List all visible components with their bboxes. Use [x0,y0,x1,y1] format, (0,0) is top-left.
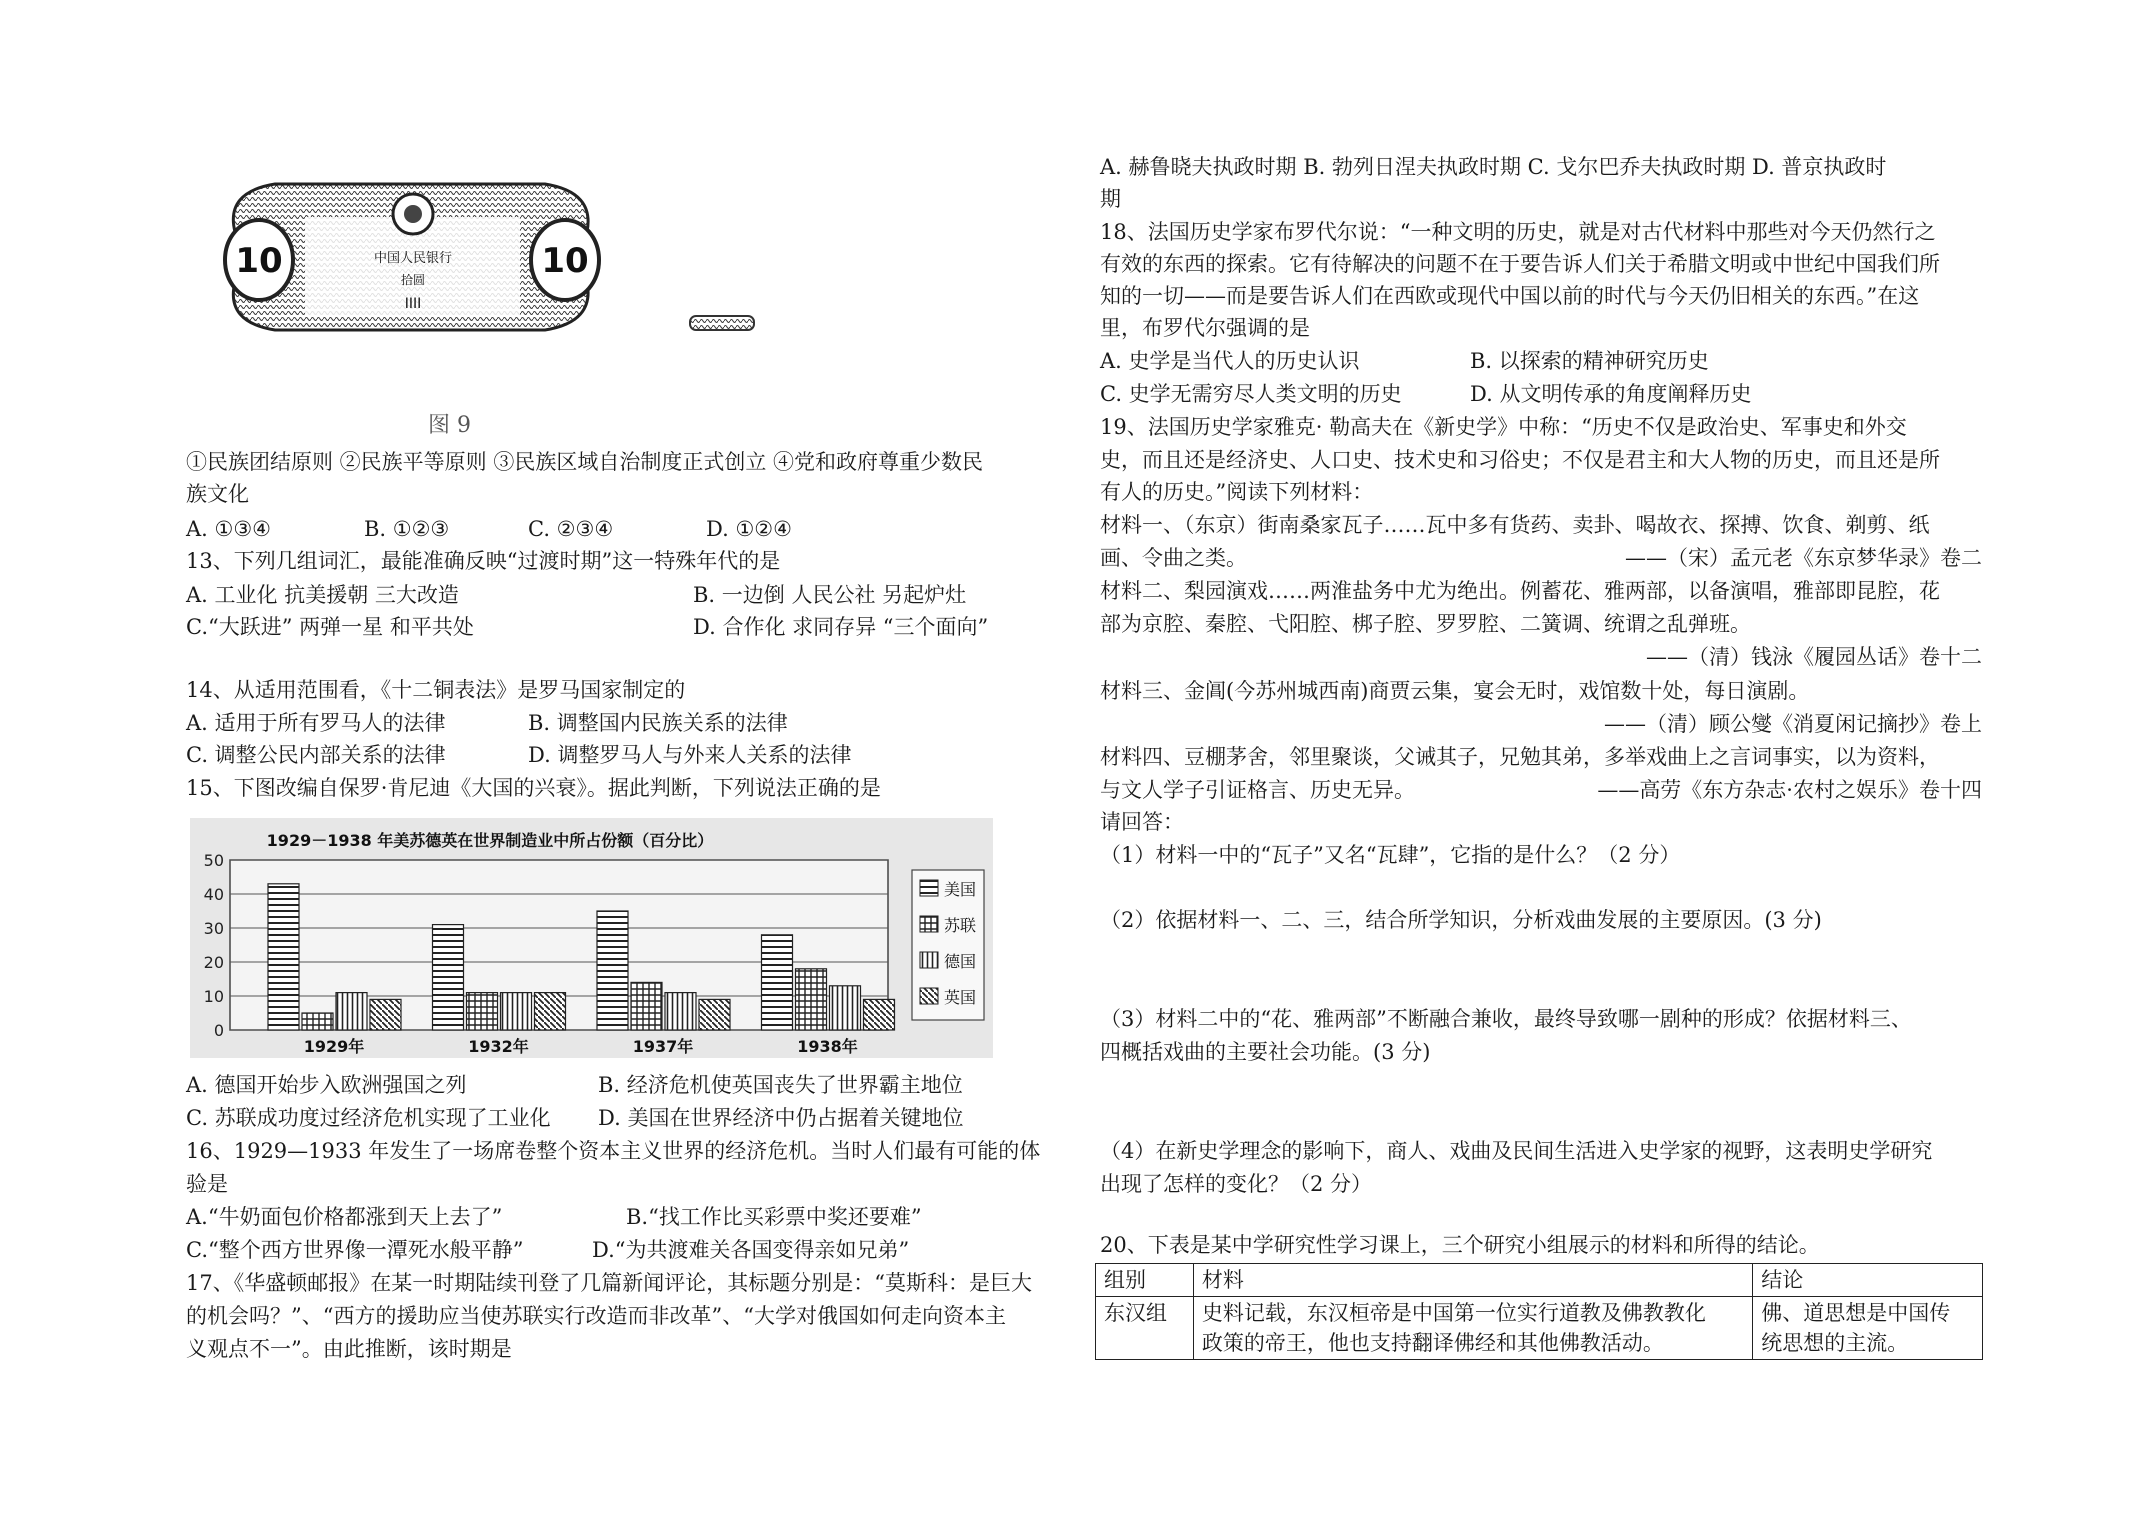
table-header-material: 材料 [1193,1264,1752,1297]
q14-choice-c[interactable]: C. 调整公民内部关系的法律 [186,743,446,767]
bar [597,911,628,1030]
material2-line1: 材料二、梨园演戏……两淮盐务中尤为绝出。例蓄花、雅两部，以备演唱，雅部即昆腔，花 [1100,579,1940,603]
q19-line2: 史，而且还是经济史、人口史、技术史和习俗史；不仅是君主和大人物的历史，而且还是所 [1100,448,1940,472]
q16-choice-b[interactable]: B.“找工作比买彩票中奖还要难” [626,1205,922,1229]
x-tick-label: 1929年 [303,1037,365,1056]
figure-caption: 图 9 [428,413,471,438]
q12-choice-b[interactable]: B. ①②③ [364,517,450,541]
q18-line2: 有效的东西的探索。它有待解决的问题不在于要告诉人们关于希腊文明或中世纪中国我们所 [1100,252,1940,276]
q20-stem: 20、下表是某中学研究性学习课上，三个研究小组展示的材料和所得的结论。 [1100,1233,1820,1257]
legend-label: 苏联 [944,916,977,935]
table-cell-material-line2: 政策的帝王，他也支持翻译佛经和其他佛教活动。 [1201,1331,1664,1355]
banknote-image [215,172,605,342]
subquestion-3-line2: 四概括戏曲的主要社会功能。(3 分) [1100,1040,1431,1064]
subquestion-1: （1）材料一中的“瓦子”又名“瓦肆”，它指的是什么？（2 分） [1100,843,1681,867]
q18-line3: 知的一切——而是要告诉人们在西欧或现代中国以前的时代与今天仍旧相关的东西。”在这 [1100,284,1920,308]
results-table [1095,1263,1983,1360]
bar [433,925,464,1030]
q15-choice-b[interactable]: B. 经济危机使英国丧失了世界霸主地位 [598,1073,963,1097]
q18-line1: 18、法国历史学家布罗代尔说：“一种文明的历史，就是对古代材料中那些对今天仍然行之 [1100,220,1936,244]
material2-source: ——（清）钱泳《履园丛话》卷十二 [1646,645,1982,669]
banknote-denomination-left: 10 [235,241,283,281]
q18-choice-c[interactable]: C. 史学无需穷尽人类文明的历史 [1100,382,1402,406]
legend-swatch [920,988,938,1004]
q18-choice-b[interactable]: B. 以探索的精神研究历史 [1470,349,1709,373]
q15-choice-d[interactable]: D. 美国在世界经济中仍占据着关键地位 [598,1106,964,1130]
q16-choice-d[interactable]: D.“为共渡难关各国变得亲如兄弟” [592,1238,910,1262]
material2-line2: 部为京腔、秦腔、弋阳腔、梆子腔、罗罗腔、二簧调、统谓之乱弹班。 [1100,612,1751,636]
q16-choice-a[interactable]: A.“牛奶面包价格都涨到天上去了” [186,1205,503,1229]
legend-label: 英国 [944,988,977,1007]
q18-line4: 里，布罗代尔强调的是 [1100,316,1310,340]
bar [699,999,730,1030]
q13-choice-d[interactable]: D. 合作化 求同存异 “三个面向” [693,615,989,639]
x-tick-label: 1937年 [632,1037,694,1056]
material4-line2: 与文人学子引证格言、历史无异。 [1100,778,1415,802]
y-tick-label: 30 [203,919,224,938]
subquestion-3-line1: （3）材料二中的“花、雅两部”不断融合兼收，最终导致哪一剧种的形成？依据材料三、 [1100,1007,1912,1031]
table-cell-material [1193,1297,1752,1360]
table-header-conclusion: 结论 [1753,1264,1983,1297]
q12-choice-c[interactable]: C. ②③④ [528,517,614,541]
q17-choices-line1[interactable]: A. 赫鲁晓夫执政时期 B. 勃列日涅夫执政时期 C. 戈尔巴乔夫执政时期 D. 普京执政时 [1100,155,1887,179]
q12-choice-d[interactable]: D. ①②④ [706,517,792,541]
banknote-unit: 拾圆 [400,273,426,287]
subquestion-4-line1: （4）在新史学理念的影响下，商人、戏曲及民间生活进入史学家的视野，这表明史学研究 [1100,1139,1933,1163]
x-tick-label: 1938年 [797,1037,858,1056]
q19-line3: 有人的历史。”阅读下列材料： [1100,480,1374,504]
q12-options-line1: ①民族团结原则 ②民族平等原则 ③民族区域自治制度正式创立 ④党和政府尊重少数民 [186,450,984,474]
bar [631,982,662,1030]
q17-line3: 义观点不一”。由此推断，该时期是 [186,1337,512,1361]
q18-choice-d[interactable]: D. 从文明传承的角度阐释历史 [1470,382,1752,406]
bar [336,993,367,1030]
banknote-serial: IIII [404,296,422,312]
q12-choice-a[interactable]: A. ①③④ [186,517,271,541]
q13-stem: 13、下列几组词汇，最能准确反映“过渡时期”这一特殊年代的是 [186,549,781,573]
q14-choice-b[interactable]: B. 调整国内民族关系的法律 [528,711,788,735]
table-cell-conclusion [1753,1297,1983,1360]
y-tick-label: 40 [203,885,224,904]
bar [762,935,793,1030]
banknote-fragment-image [688,312,758,334]
q14-stem: 14、从适用范围看，《十二铜表法》是罗马国家制定的 [186,678,686,702]
bar [268,884,299,1030]
q16-choice-c[interactable]: C.“整个西方世界像一潭死水般平静” [186,1238,524,1262]
chart-title: 1929－1938 年美苏德英在世界制造业中所占份额（百分比） [266,831,714,850]
q15-choice-c[interactable]: C. 苏联成功度过经济危机实现了工业化 [186,1106,551,1130]
q14-choice-d[interactable]: D. 调整罗马人与外来人关系的法律 [528,743,852,767]
table-header-row [1096,1264,1983,1297]
table-cell-conclusion-line2: 统思想的主流。 [1761,1331,1909,1355]
material3-line1: 材料三、金阊(今苏州城西南)商贾云集，宴会无时，戏馆数十处，每日演剧。 [1100,679,1810,703]
q15-choice-a[interactable]: A. 德国开始步入欧洲强国之列 [186,1073,467,1097]
y-tick-label: 50 [203,851,224,870]
material1-line1: 材料一、（东京）街南桑家瓦子……瓦中多有货药、卖卦、喝故衣、探搏、饮食、剃剪、纸 [1100,513,1930,537]
q13-choice-b[interactable]: B. 一边倒 人民公社 另起炉灶 [693,583,967,607]
material4-line1: 材料四、豆棚茅舍，邻里聚谈，父诫其子，兄勉其弟，多举戏曲上之言词事实，以为资料， [1100,745,1940,769]
legend-swatch [920,880,938,896]
bar [830,986,861,1030]
q15-stem: 15、下图改编自保罗·肯尼迪《大国的兴衰》。据此判断，下列说法正确的是 [186,776,881,800]
legend-swatch [920,952,938,968]
q17-line1: 17、《华盛顿邮报》在某一时期陆续刊登了几篇新闻评论，其标题分别是：“莫斯科：是巨大 [186,1271,1032,1295]
table-cell-conclusion-line1: 佛、道思想是中国传 [1761,1301,1951,1325]
manufacturing-share-chart [190,818,993,1058]
legend-label: 德国 [944,952,977,971]
q16-line1: 16、1929—1933 年发生了一场席卷整个资本主义世界的经济危机。当时人们最有可能的体 [186,1139,1041,1163]
table-cell-material-line1: 史料记载，东汉桓帝是中国第一位实行道教及佛教教化 [1201,1301,1706,1325]
material4-source: ——高劳《东方杂志·农村之娱乐》卷十四 [1597,778,1982,802]
bar [501,993,532,1030]
banknote-bank-name: 中国人民银行 [373,251,453,266]
bar [535,993,566,1030]
bar [665,993,696,1030]
chart-legend [912,870,984,1020]
material3-source: ——（清）顾公燮《消夏闲记摘抄》卷上 [1604,712,1982,736]
q17-choices-line2: 期 [1100,187,1121,211]
legend-swatch [920,916,938,932]
material1-source: ——（宋）孟元老《东京梦华录》卷二 [1625,546,1982,570]
chart-plot-area [204,851,895,1056]
banknote-denomination-right: 10 [541,241,589,281]
q14-choice-a[interactable]: A. 适用于所有罗马人的法律 [186,711,446,735]
q12-options-line2: 族文化 [186,482,249,506]
subquestion-4-line2: 出现了怎样的变化？（2 分） [1100,1172,1373,1196]
table-header-group: 组别 [1096,1264,1194,1297]
q13-choice-a[interactable]: A. 工业化 抗美援朝 三大改造 [186,583,459,607]
table-row [1096,1297,1983,1360]
subquestion-2: （2）依据材料一、二、三，结合所学知识，分析戏曲发展的主要原因。(3 分) [1100,908,1822,932]
y-tick-label: 0 [213,1021,224,1040]
q16-line2: 验是 [186,1172,228,1196]
bar [302,1013,333,1030]
q17-line2: 的机会吗？”、“西方的援助应当使苏联实行改造而非改革”、“大学对俄国如何走向资本主 [186,1304,1006,1328]
y-tick-label: 20 [203,953,224,972]
bar [796,969,827,1030]
bar [370,999,401,1030]
q13-choice-c[interactable]: C.“大跃进” 两弹一星 和平共处 [186,615,474,639]
material1-line2: 画、令曲之类。 [1100,546,1247,570]
q19-line1: 19、法国历史学家雅克· 勒高夫在《新史学》中称：“历史不仅是政治史、军事史和外交 [1100,415,1907,439]
ask-label: 请回答： [1100,810,1184,834]
bar [467,993,498,1030]
legend-label: 美国 [944,880,977,899]
table-cell-group: 东汉组 [1096,1297,1194,1360]
x-tick-label: 1932年 [468,1037,529,1056]
bar [864,999,895,1030]
y-tick-label: 10 [203,987,224,1006]
q18-choice-a[interactable]: A. 史学是当代人的历史认识 [1100,349,1360,373]
